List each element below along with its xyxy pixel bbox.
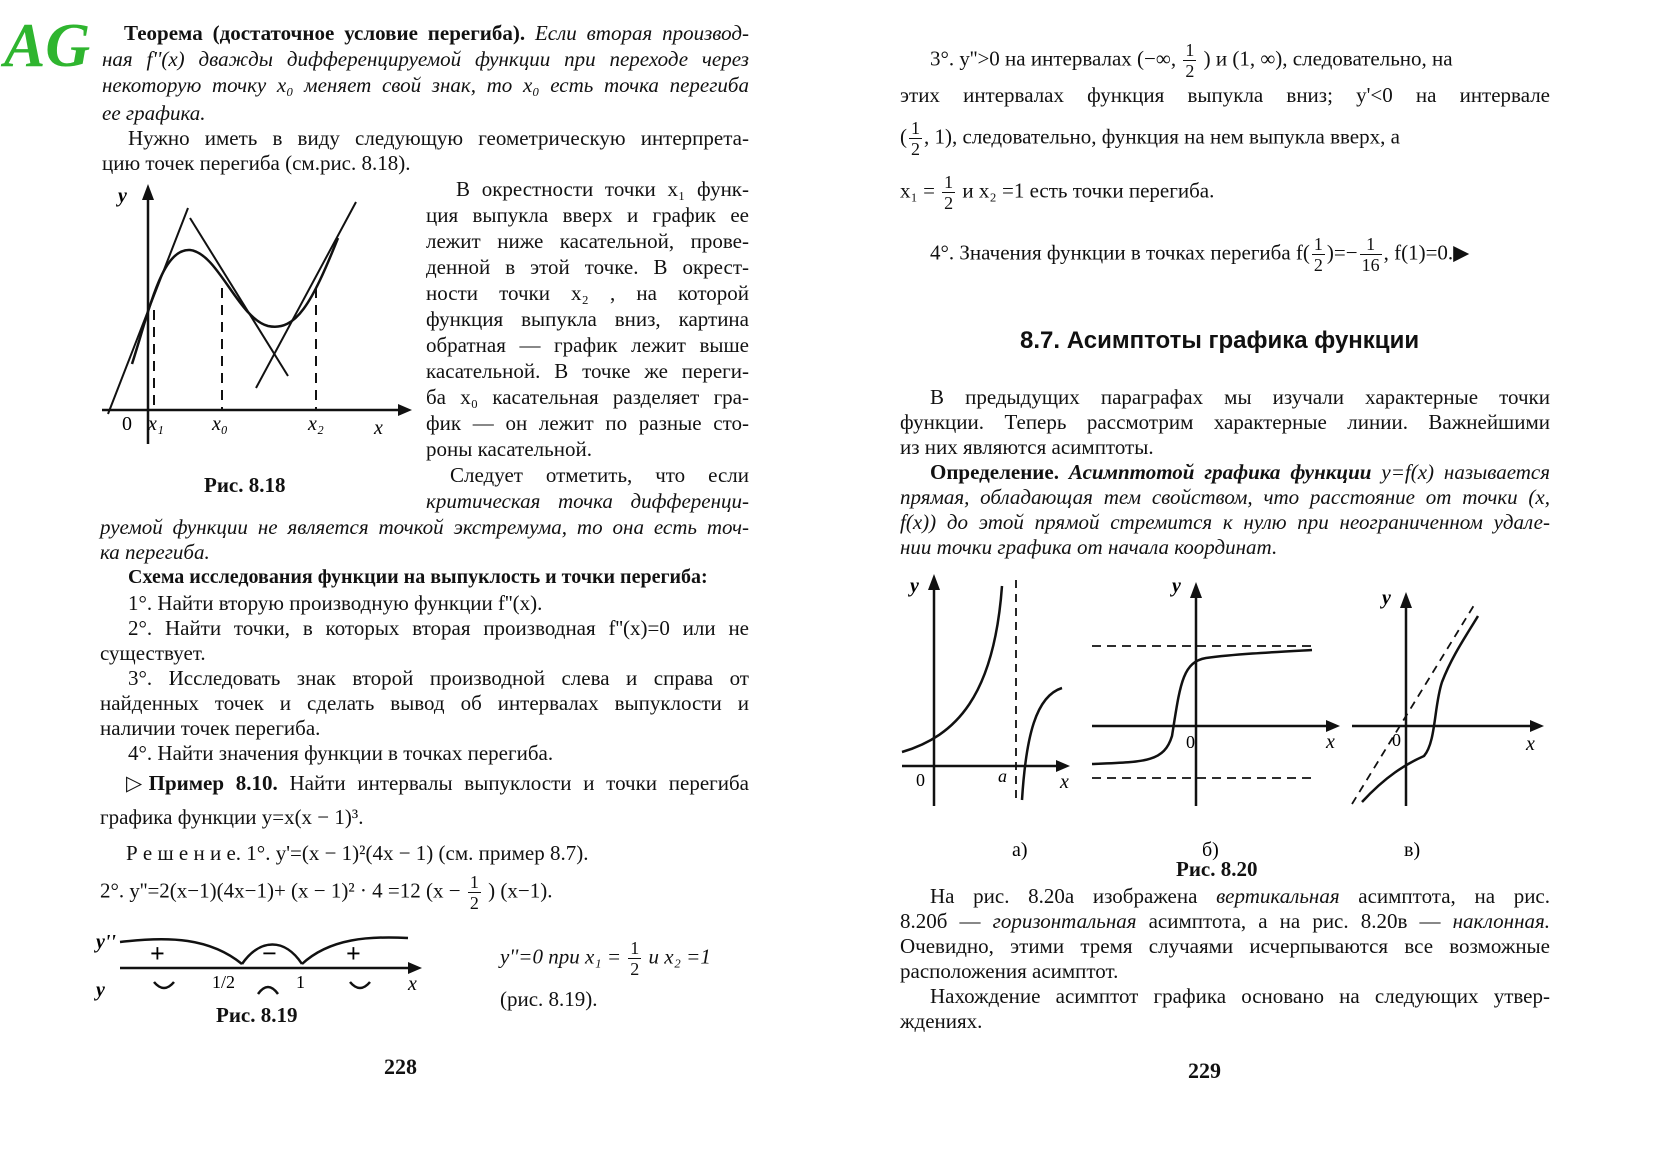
example-marker: ▷ [126,771,149,795]
section-title: 8.7. Асимптоты графика функции [1020,327,1420,354]
item3-c: ( [900,124,907,149]
fig819-text-a: y''=0 при x₁ = [500,944,622,969]
para3-line-2: ждениях. [900,1009,983,1033]
side-line-12: Следует отметить, что если [450,463,749,487]
frac-num: 1 [1313,234,1323,254]
frac-den: 2 [469,893,479,913]
ag-logo [2,2,91,82]
fig820-caption: Рис. 8.20 [1176,857,1258,881]
example-line-2: графика функции y=x(x − 1)³. [100,805,364,829]
para2-line-3: Очевидно, этими тремя случаями исчерпываются все возможные [900,934,1550,958]
scheme-step-3a: 3°. Исследовать знак второй производной слева и справа от [128,666,749,690]
solution-2a: 2°. y''=2(x−1)(4x−1)+ (x − 1)² · 4 =12 [100,878,421,903]
definition-line-1 [930,459,1550,485]
side-line-7: обратная — график лежит выше [426,333,749,357]
example-title: Пример 8.10. [148,771,278,795]
para2-a2: асимптота, на рис. [1358,884,1550,908]
fig819-ypp-label: y'' [96,931,116,953]
side-line-5: ности точки x₂ , на которой [426,281,749,305]
fig818-y-label: y [118,185,127,207]
item4-b: )=− [1326,240,1358,265]
fig819-plus-1: + [150,939,165,968]
fig818-origin-label: 0 [122,413,132,435]
item3-e: x₁ = [900,178,935,203]
example-text: Найти интервалы выпуклости и точки перегиба [289,771,749,795]
fig818-x0-label: x₀ [212,413,228,435]
item3-b: ) и (1, ∞), следовательно, на [1203,46,1453,71]
definition-label: Определение. [930,460,1059,484]
definition-text-1: y=f(x) называется [1381,460,1551,484]
item4-c: , f(1)=0.▶ [1383,240,1470,265]
fig819-plus-2: + [346,939,361,968]
para2-horizontal: горизонтальная [992,909,1137,933]
item3-a: 3°. y''>0 на интервалах (−∞, [930,46,1177,71]
theorem-text-1: Если вторая производ- [534,21,749,45]
panel-b-curve [1092,650,1312,764]
definition-line-2: прямая, обладающая тем свойством, что расстояние от точки (x, [900,485,1550,509]
definition-line-3: f(x)) до этой прямой стремится к нулю при неограниченном удале- [900,510,1550,534]
theorem-line-4: ее графика. [102,101,206,125]
definition-term: Асимптотой графика функции [1068,460,1372,484]
panel-c-x-label: x [1526,733,1535,755]
panel-a-right-branch [1022,688,1062,800]
page-228 [0,0,830,1161]
curve [132,238,338,364]
frac-den: 16 [1361,255,1380,275]
side-line-3: лежит ниже касательной, прове- [426,229,749,253]
fig818-x1-label: x₁ [148,413,164,435]
panel-a-y-label: y [910,575,919,597]
fig820-sub-a: а) [1012,839,1028,861]
fig819-minus: − [262,939,277,968]
fig818-x-label: x [374,417,383,439]
frac-num: 1 [1360,234,1382,255]
scheme-step-2b: существует. [100,641,206,665]
fig819-one-label: 1 [296,972,305,992]
fraction-one-half [942,172,955,213]
logo-text: AG [4,12,91,80]
item3-d: , 1), следовательно, функция на нем выпукла вверх, а [924,124,1400,149]
frac-den: 2 [1313,255,1323,275]
scheme-step-2a: 2°. Найти точки, в которых вторая производная f''(x)=0 или не [128,616,749,640]
side-line-6: функция выпукла вниз, картина [426,307,749,331]
fig818-caption: Рис. 8.18 [204,473,286,497]
panel-c-y-label: y [1382,587,1391,609]
para2-line-1 [930,883,1550,909]
note-line-2: ка перегиба. [100,540,210,564]
theorem-line-2: ная f''(x) дважды дифференцируемой функции при переходе через [102,47,749,71]
scheme-title: Схема исследования функции на выпуклость и точки перегиба: [128,566,708,588]
fig818-x2-label: x₂ [308,413,324,435]
fraction-one-half [909,118,922,159]
item3-f: и x₂ =1 есть точки перегиба. [962,178,1215,203]
frac-num: 1 [630,938,640,958]
panel-a-y-arrow [928,574,940,590]
tangent-x2 [256,202,356,388]
figure-8-20 [896,566,1556,866]
side-line-1: В окрестности точки x₁ функ- [456,177,749,201]
frac-num: 1 [944,172,954,192]
fig819-y-label: y [96,979,105,1001]
panel-a-zero-label: 0 [916,770,925,790]
convex-down-2 [350,982,370,988]
fraction-one-sixteenth [1360,234,1382,275]
theorem-line-1 [124,20,749,46]
side-line-4: денной в этой точке. В окрест- [426,255,749,279]
side-line-11: роны касательной. [426,437,592,461]
para2-a1: На рис. 8.20а изображена [930,884,1198,908]
fraction-one-half [468,872,481,913]
panel-b-zero-label: 0 [1186,732,1195,752]
intro-line-2: цию точек перегиба (см.рис. 8.18). [102,151,411,175]
fig818-side-text [426,176,749,514]
panel-c-zero-label: 0 [1392,730,1401,750]
fig819-text-line-2: (рис. 8.19). [500,987,598,1011]
fig820-panel-b [1092,575,1340,806]
solution-2c: ) (x−1). [488,878,553,903]
panel-a-a-label: a [998,766,1007,786]
frac-den: 2 [1185,61,1195,81]
side-line-13: критическая точка дифференци- [426,489,749,513]
fig819-text-line-1 [500,938,711,979]
frac-num: 1 [1185,40,1195,60]
frac-num: 1 [911,118,920,138]
panel-b-y-arrow [1190,582,1202,598]
item3-line-3 [900,118,1550,159]
para1-line-3: из них являются асимптоты. [900,435,1154,459]
panel-a-left-branch [902,586,1002,752]
frac-num: 1 [469,872,479,892]
para2-vertical: вертикальная [1216,884,1340,908]
figure-8-18 [98,178,418,448]
definition-line-4: нии точки графика от начала координат. [900,535,1278,559]
item4-line [930,234,1469,275]
item4-a: 4°. Значения функции в точках перегиба f( [930,240,1310,265]
solution-line-1 [126,840,588,866]
fig819-half-label: 1/2 [212,972,236,992]
side-line-10: фик — он лежит по разные сто- [426,411,749,435]
x-axis-arrow [398,404,412,416]
fraction-one-half [628,938,641,979]
panel-a-x-label: x [1060,771,1069,793]
solution-label: Р е ш е н и е. [126,841,242,865]
convex-up [258,987,278,994]
fig820-panel-c [1352,587,1544,806]
fig820-panel-a [902,574,1070,806]
theorem-title: Теорема (достаточное условие перегиба). [124,21,526,45]
panel-c-curve [1362,616,1478,802]
item3-line-2: этих интервалах функция выпукла вниз; y'<0 на интервале [900,83,1550,107]
theorem-line-3: некоторую точку x₀ меняет свой знак, то x₀ есть точка перегиба [102,73,749,97]
fig819-caption: Рис. 8.19 [216,1003,298,1027]
frac-den: 2 [944,193,954,213]
example-line-1 [126,770,749,796]
scheme-step-3c: наличии точек перегиба. [100,716,321,740]
side-line-8: касательной. В точке же переги- [426,359,749,383]
para2-b2: асимптота, а на рис. 8.20в — [1148,909,1441,933]
intro-line-1: Нужно иметь в виду следующую геометрическую интерпрета- [128,126,749,150]
item3-line-4 [900,172,1214,213]
para2-line-4: расположения асимптот. [900,959,1119,983]
fig819-x-label: x [408,973,417,995]
side-line-2: ция выпукла вверх и график ее [426,203,749,227]
panel-b-y-label: y [1172,575,1181,597]
para1-line-1: В предыдущих параграфах мы изучали характерные точки [930,385,1550,409]
convex-down-1 [154,982,174,988]
frac-den: 2 [911,139,920,159]
solution-line-2 [100,872,552,913]
y-axis-arrow [142,184,154,200]
panel-b-x-label: x [1326,731,1335,753]
solution-2b: (x − [426,878,461,903]
page-number-right: 229 [1188,1058,1221,1083]
para2-line-2 [900,908,1550,934]
oblique-asymptote [1352,602,1476,804]
frac-den: 2 [630,959,640,979]
arc-1 [120,939,242,964]
para3-line-1: Нахождение асимптот графика основано на следующих утвер- [930,984,1550,1008]
fig820-sub-c: в) [1404,839,1421,861]
para1-line-2: функции. Теперь рассмотрим характерные линии. Важнейшими [900,410,1550,434]
side-line-9: ба x₀ касательная разделяет гра- [426,385,749,409]
figure-8-19 [90,928,440,1008]
item3-line-1 [930,40,1550,81]
scheme-step-1: 1°. Найти вторую производную функции f''(x). [128,591,543,615]
note-line-1: руемой функции не является точкой экстремума, то она есть точ- [100,515,749,539]
fraction-one-half [1183,40,1196,81]
panel-c-x-arrow [1530,720,1544,732]
para2-oblique: наклонная. [1452,909,1551,933]
page-number-left: 228 [384,1054,417,1079]
fig820-sub-b: б) [1202,839,1219,861]
para2-b1: 8.20б — [900,909,981,933]
solution-step-1: 1°. y'=(x − 1)²(4x − 1) (см. пример 8.7). [246,841,589,865]
tangent-x0 [190,218,288,376]
fig819-text-b: и x₂ =1 [648,944,711,969]
page-229 [830,0,1661,1161]
scheme-step-3b: найденных точек и сделать вывод об интервалах выпуклости и [100,691,749,715]
panel-c-y-arrow [1400,592,1412,608]
fraction-one-half [1312,234,1325,275]
scheme-step-4: 4°. Найти значения функции в точках перегиба. [128,741,554,765]
